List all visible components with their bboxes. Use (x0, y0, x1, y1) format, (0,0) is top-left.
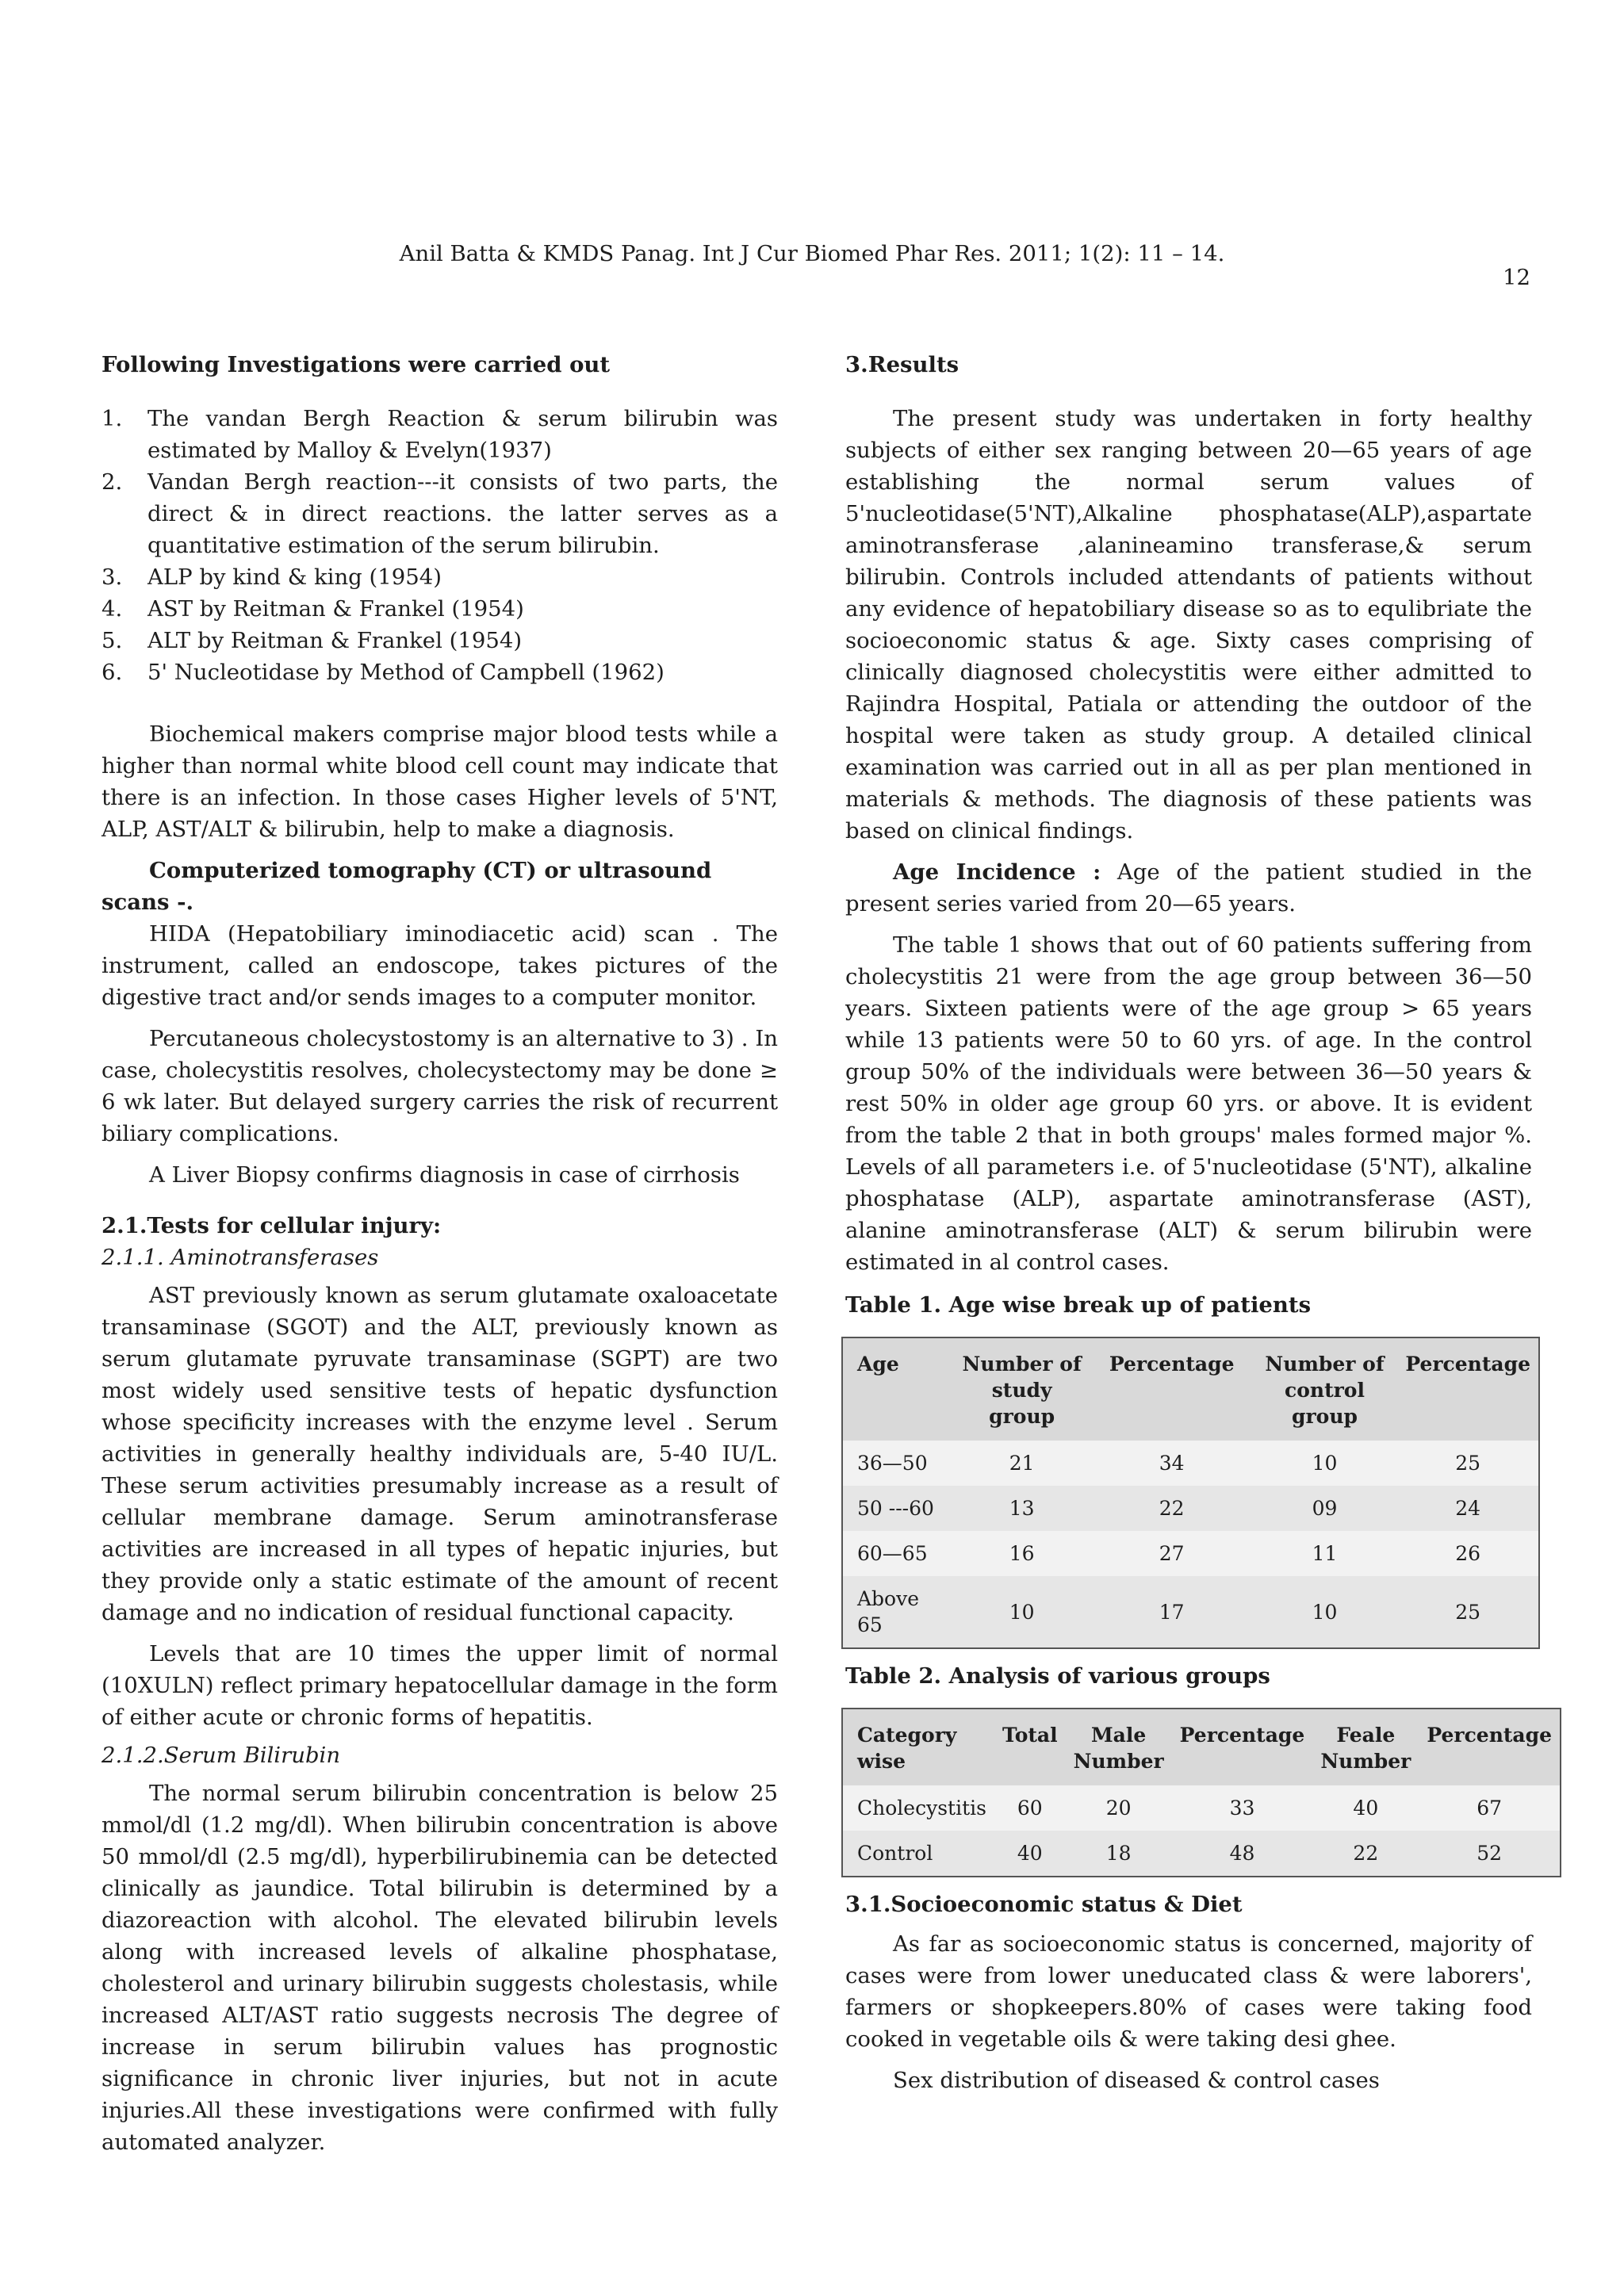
age-table (841, 1337, 1540, 1649)
table-header: Number of control group (1252, 1337, 1398, 1441)
list-text: 5' Nucleotidase by Method of Campbell (1962) (147, 660, 665, 685)
table-cell: 11 (1252, 1531, 1398, 1576)
table2-title: Table 2. Analysis of various groups (845, 1663, 1270, 1689)
age-incidence-label: Age Incidence : (893, 859, 1101, 885)
table-header: Percentage (1419, 1709, 1561, 1785)
table-cell: 13 (952, 1486, 1092, 1531)
list-number: 1. (102, 406, 123, 431)
table-cell: 10 (1252, 1441, 1398, 1486)
list-text: ALT by Reitman & Frankel (1954) (147, 628, 523, 653)
tests-heading: 2.1.Tests for cellular injury: (102, 1213, 442, 1238)
bilirubin-subheading: 2.1.2.Serum Bilirubin (102, 1743, 341, 1768)
table-cell: 20 (1066, 1785, 1172, 1831)
list-text: The vandan Bergh Reaction & serum bilirubin was estimated by Malloy & Evelyn(1937) (147, 406, 778, 463)
list-item (102, 561, 778, 593)
table-header: Number of study group (952, 1337, 1092, 1441)
groups-table (841, 1708, 1561, 1877)
list-item (102, 403, 778, 466)
left-column (102, 349, 778, 2158)
list-text: ALP by kind & king (1954) (147, 564, 442, 590)
list-item (102, 466, 778, 561)
percutaneous-text-b: 6 wk later. But delayed surgery carries the risk of recurrent biliary complications. (102, 1089, 778, 1146)
list-number: 3. (102, 564, 123, 590)
table-cell: 34 (1092, 1441, 1252, 1486)
table-row (842, 1785, 1561, 1831)
table-header: Feale Number (1312, 1709, 1419, 1785)
results-paragraph: The present study was undertaken in forty healthy subjects of either sex ranging between 20—65 years of age establishing the normal serum values of 5'nucleotidase(5'NT),Alkaline phosphatase(ALP),aspartate aminotransferase ,alanineamino transferase,& serum bilirubin. Controls included attendants of patients without any evidence of hepatobiliary disease so as to equlibriate the socioeconomic status & age. Sixty cases comprising of clinically diagnosed cholecystitis were either admitted to Rajindra Hospital, Patiala or attending the outdoor of the hospital were taken as study group. A detailed clinical examination was carried out in all as per plan mentioned in materials & methods. The diagnosis of these patients was based on clinical findings. (845, 406, 1532, 844)
list-number: 2. (102, 469, 123, 495)
table-header: Total (994, 1709, 1066, 1785)
list-number: 6. (102, 660, 123, 685)
table-header: Percentage (1092, 1337, 1252, 1441)
percutaneous-paragraph (102, 1023, 778, 1150)
table-cell: 10 (952, 1576, 1092, 1648)
levels-paragraph: Levels that are 10 times the upper limit of normal (10XULN) reflect primary hepatocellular damage in the form of either acute or chronic forms of hepatitis. (102, 1641, 778, 1730)
table-cell: 48 (1172, 1831, 1313, 1877)
table-cell: 16 (952, 1531, 1092, 1576)
ct-heading: Computerized tomography (CT) or ultrasound scans -. (102, 858, 712, 915)
table-header-row (842, 1709, 1561, 1785)
table-cell: 17 (1092, 1576, 1252, 1648)
table-cell: 21 (952, 1441, 1092, 1486)
table-header: Category wise (842, 1709, 994, 1785)
table-cell: 36—50 (842, 1441, 952, 1486)
table1-title: Table 1. Age wise break up of patients (845, 1292, 1312, 1318)
age-incidence-paragraph (845, 856, 1532, 920)
sex-distribution-paragraph: Sex distribution of diseased & control cases (893, 2068, 1380, 2093)
bilirubin-paragraph: The normal serum bilirubin concentration is below 25 mmol/dl (1.2 mg/dl). When bilirubin concentration is above 50 mmol/dl (2.5 mg/dl), hyperbilirubinemia can be detected clinically as jaundice. Total bilirubin is determined by a diazoreaction with alcohol. The elevated bilirubin levels along with increased levels of alkaline phosphatase, cholesterol and urinary bilirubin suggests cholestasis, while increased ALT/AST ratio suggests necrosis The degree of increase in serum bilirubin values has prognostic significance in chronic liver injuries, but not in acute injuries.All these investigations were confirmed with fully automated analyzer. (102, 1781, 778, 2155)
aminotransferases-paragraph: AST previously known as serum glutamate oxaloacetate transaminase (SGOT) and the ALT, previously known as serum glutamate pyruvate transaminase (SGPT) are two most widely used sensitive tests of hepatic dysfunction whose specificity increases with the enzyme level . Serum activities in generally healthy individuals are, 5-40 IU/L. These serum activities presumably increase as a result of cellular membrane damage. Serum aminotransferase activities are increased in all types of hepatic injuries, but they provide only a static estimate of the amount of recent damage and no indication of residual functional capacity. (102, 1283, 778, 1625)
running-head-citation: Anil Batta & KMDS Panag. Int J Cur Biomed Phar Res. 2011; 1(2): 11 – 14. (399, 241, 1225, 266)
table-cell: 22 (1092, 1486, 1252, 1531)
table-header: Percentage (1172, 1709, 1313, 1785)
table-row (842, 1441, 1539, 1486)
table-row (842, 1831, 1561, 1877)
table-cell: 33 (1172, 1785, 1313, 1831)
table-cell: 25 (1397, 1576, 1539, 1648)
socioeconomic-heading: 3.1.Socioeconomic status & Diet (845, 1892, 1243, 1917)
list-item (102, 625, 778, 656)
list-text: AST by Reitman & Frankel (1954) (147, 596, 524, 622)
ge-symbol: ≥ (759, 1058, 778, 1083)
table-cell: 22 (1312, 1831, 1419, 1877)
aminotransferases-subheading: 2.1.1. Aminotransferases (102, 1245, 379, 1270)
table-cell: Above 65 (842, 1576, 952, 1648)
list-text: Vandan Bergh reaction---it consists of two parts, the direct & in direct reactions. the latter serves as a quantitative estimation of the serum bilirubin. (147, 469, 778, 558)
percutaneous-text-a: Percutaneous cholecystostomy is an alternative to 3) . In case, cholecystitis resolves, cholecystectomy may be done (102, 1026, 778, 1083)
table-cell: 67 (1419, 1785, 1561, 1831)
table-row (842, 1486, 1539, 1531)
list-item (102, 656, 778, 688)
table-row (842, 1531, 1539, 1576)
table-cell: 10 (1252, 1576, 1398, 1648)
investigations-heading: Following Investigations were carried out (102, 352, 611, 377)
investigations-list (102, 403, 778, 688)
list-number: 4. (102, 596, 123, 622)
age-incidence-text: Age of the patient studied in the present series varied from 20—65 years. (845, 859, 1532, 916)
table-cell: 60 (994, 1785, 1066, 1831)
table-cell: 09 (1252, 1486, 1398, 1531)
table-cell: Cholecystitis (842, 1785, 994, 1831)
table-header: Male Number (1066, 1709, 1172, 1785)
page-number: 12 (1503, 265, 1530, 290)
table-cell: 25 (1397, 1441, 1539, 1486)
table-cell: 50 ---60 (842, 1486, 952, 1531)
table-cell: 27 (1092, 1531, 1252, 1576)
table-header-row (842, 1337, 1539, 1441)
list-item (102, 593, 778, 625)
right-column (845, 349, 1553, 2096)
biopsy-paragraph: A Liver Biopsy confirms diagnosis in case of cirrhosis (149, 1162, 740, 1188)
table-cell: 26 (1397, 1531, 1539, 1576)
table-cell: 40 (994, 1831, 1066, 1877)
table-cell: 40 (1312, 1785, 1419, 1831)
ct-paragraph: HIDA (Hepatobiliary iminodiacetic acid) scan . The instrument, called an endoscope, takes pictures of the digestive tract and/or sends images to a computer monitor. (102, 921, 778, 1010)
socioeconomic-paragraph: As far as socioeconomic status is concerned, majority of cases were from lower uneducated class & were laborers', farmers or shopkeepers.80% of cases were taking food cooked in vegetable oils & were taking desi ghee. (845, 1931, 1532, 2052)
table-cell: 52 (1419, 1831, 1561, 1877)
results-heading: 3.Results (845, 352, 959, 377)
list-number: 5. (102, 628, 123, 653)
table-cell: 18 (1066, 1831, 1172, 1877)
table-cell: 60—65 (842, 1531, 952, 1576)
table-header: Age (842, 1337, 952, 1441)
table-cell: Control (842, 1831, 994, 1877)
table-cell: 24 (1397, 1486, 1539, 1531)
table-summary-paragraph: The table 1 shows that out of 60 patients suffering from cholecystitis 21 were from the age group between 36—50 years. Sixteen patients were of the age group > 65 years while 13 patients were 50 to 60 yrs. of age. In the control group 50% of the individuals were between 36—50 years & rest 50% in older age group 60 yrs. or above. It is evident from the table 2 that in both groups' males formed major %. Levels of all parameters i.e. of 5'nucleotidase (5'NT), alkaline phosphatase (ALP), aspartate aminotransferase (AST), alanine aminotransferase (ALT) & serum bilirubin were estimated in al control cases. (845, 932, 1532, 1275)
table-header: Percentage (1397, 1337, 1539, 1441)
biochemical-paragraph: Biochemical makers comprise major blood tests while a higher than normal white blood cell count may indicate that there is an infection. In those cases Higher levels of 5'NT, ALP, AST/ALT & bilirubin, help to make a diagnosis. (102, 721, 778, 842)
table-row (842, 1576, 1539, 1648)
